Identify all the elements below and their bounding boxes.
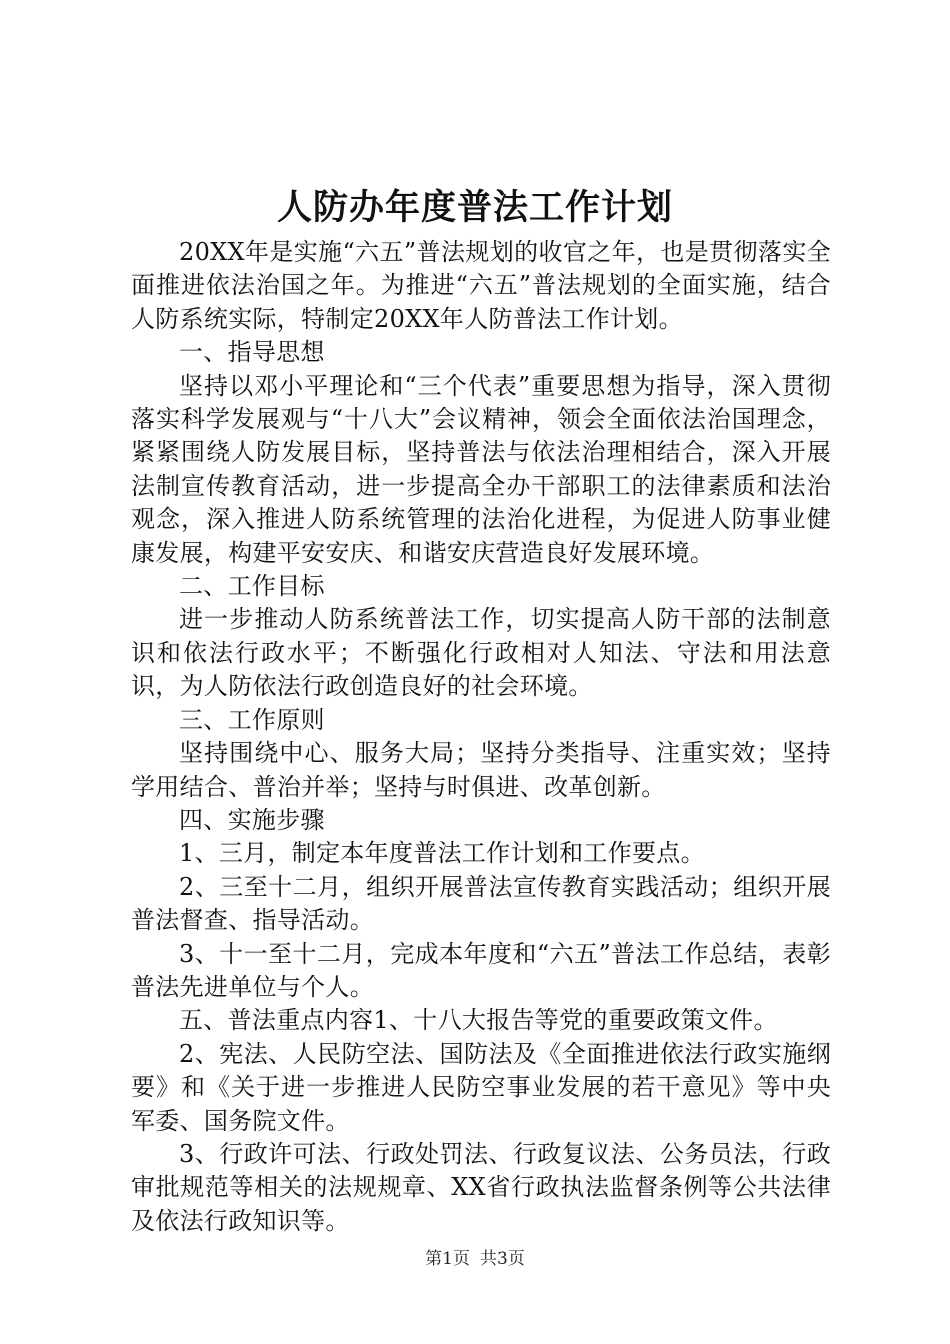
key-content-item: 3、行政许可法、行政处罚法、行政复议法、公务员法，行政审批规范等相关的法规规章、XX省行政执法监督条例等公共法律及依法行政知识等。 (131, 1139, 831, 1235)
document-title: 人防办年度普法工作计划 (276, 187, 673, 228)
section-heading-work-principles: 三、工作原则 (179, 705, 325, 734)
work-principles-paragraph: 坚持围绕中心、服务大局；坚持分类指导、注重实效；坚持学用结合、普治并举；坚持与时俱进、改革创新。 (131, 739, 831, 801)
section-heading-guiding-thought: 一、指导思想 (179, 338, 325, 367)
section-heading-key-content: 五、普法重点内容1、十八大报告等党的重要政策文件。 (179, 1006, 778, 1035)
section-heading-implementation-steps: 四、实施步骤 (179, 805, 325, 834)
guiding-thought-paragraph: 坚持以邓小平理论和“三个代表”重要思想为指导，深入贯彻落实科学发展观与“十八大”会议精神，领会全面依法治国理念，紧紧围绕人防发展目标，坚持普法与依法治理相结合，深入开展法制宣传教育活动，进一步提高全办干部职工的法律素质和法治观念，深入推进人防系统管理的法治化进程，为促进人防事业健康发展，构建平安安庆、和谐安庆营造良好发展环境。 (131, 371, 831, 567)
document-body (131, 236, 831, 1238)
page-footer (0, 1244, 950, 1269)
page-total: 共3页 (480, 1249, 525, 1269)
page-number: 第1页 (425, 1249, 470, 1269)
step-item: 1、三月，制定本年度普法工作计划和工作要点。 (179, 839, 705, 868)
intro-paragraph: 20XX年是实施“六五”普法规划的收官之年，也是贯彻落实全面推进依法治国之年。为推进“六五”普法规划的全面实施，结合人防系统实际，特制定20XX年人防普法工作计划。 (131, 238, 831, 333)
step-item: 2、三至十二月，组织开展普法宣传教育实践活动；组织开展普法督查、指导活动。 (131, 872, 831, 935)
step-item: 3、十一至十二月，完成本年度和“六五”普法工作总结，表彰普法先进单位与个人。 (131, 939, 831, 1001)
section-heading-work-goals: 二、工作目标 (179, 572, 325, 601)
key-content-item: 2、宪法、人民防空法、国防法及《全面推进依法行政实施纲要》和《关于进一步推进人民防空事业发展的若干意见》等中央军委、国务院文件。 (131, 1039, 831, 1135)
work-goals-paragraph: 进一步推动人防系统普法工作，切实提高人防干部的法制意识和依法行政水平；不断强化行政相对人知法、守法和用法意识，为人防依法行政创造良好的社会环境。 (131, 605, 831, 701)
